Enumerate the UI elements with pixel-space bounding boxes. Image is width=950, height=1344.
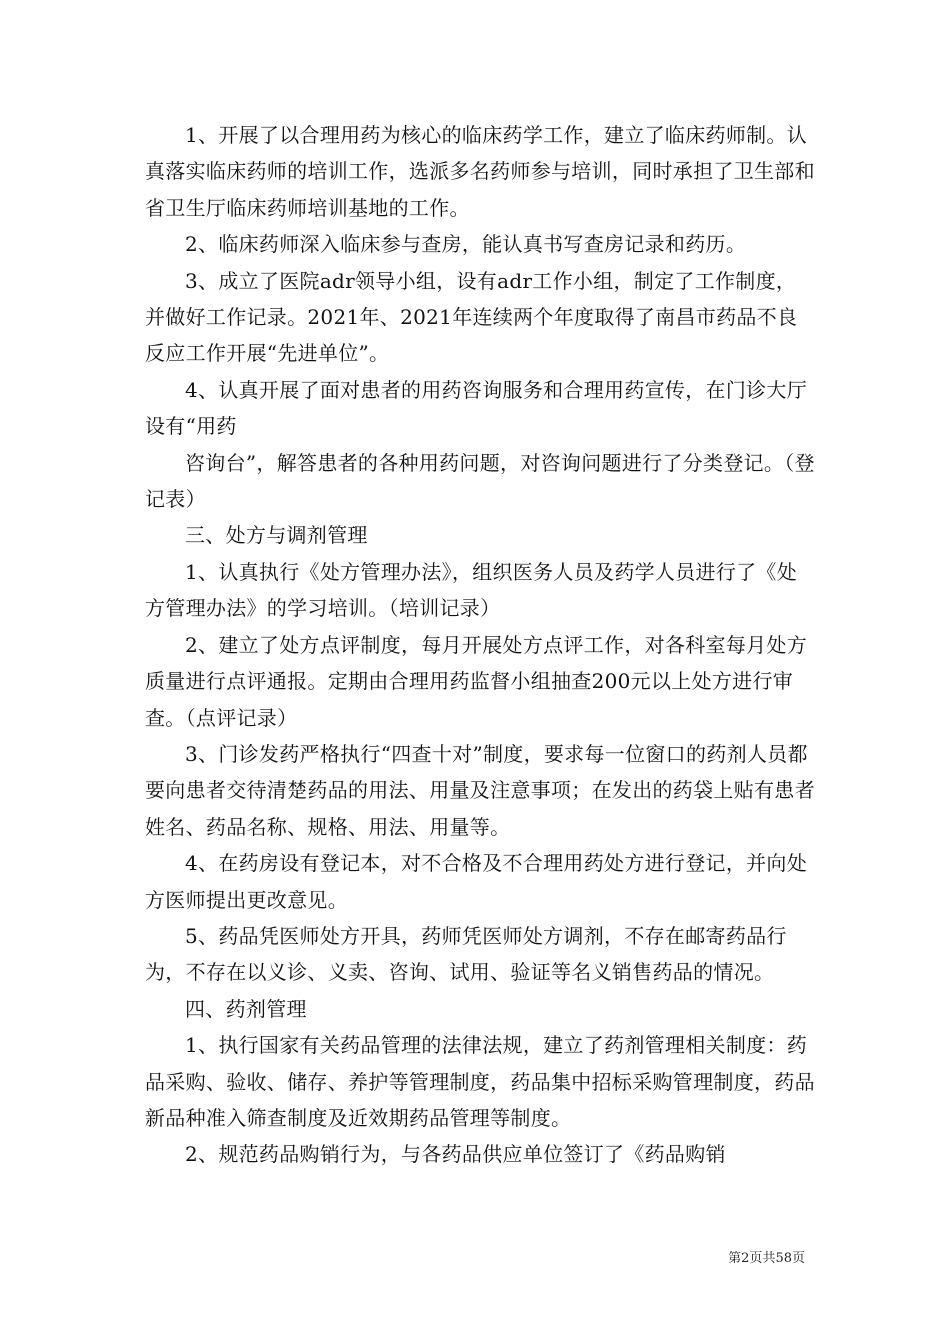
document-body <box>145 117 815 1173</box>
paragraph-clinical-pharmacy: 1、开展了以合理用药为核心的临床药学工作，建立了临床药师制。认真落实临床药师的培训工作，选派多名药师参与培训，同时承担了卫生部和省卫生厅临床药师培训基地的工作。 <box>145 123 815 220</box>
paragraph-purchase-sales: 2、规范药品购销行为，与各药品供应单位签订了《药品购销 <box>185 1142 726 1167</box>
paragraph-register-book: 4、在药房设有登记本，对不合格及不合理用药处方进行登记，并向处方医师提出更改意见。 <box>145 851 808 912</box>
paragraph-adr-group: 3、成立了医院adr领导小组，设有adr工作小组，制定了工作制度，并做好工作记录。2021年、2021年连续两个年度取得了南昌市药品不良反应工作开展“先进单位”。 <box>145 268 798 366</box>
section-heading-prescription: 三、处方与调剂管理 <box>185 523 368 548</box>
page-number-footer: 第2页共58页 <box>728 1251 805 1266</box>
paragraph-consulting-desk: 咨询台”，解答患者的各种用药问题，对咨询问题进行了分类登记。（登记表） <box>145 450 815 512</box>
section-heading-pharmacy-management: 四、药剂管理 <box>185 996 307 1021</box>
paragraph-ward-rounds: 2、临床药师深入临床参与查房，能认真书写查房记录和药历。 <box>185 232 747 257</box>
paragraph-dispensing-check: 3、门诊发药严格执行“四查十对”制度，要求每一位窗口的药剂人员都要向患者交待清楚药品的用法、用量及注意事项；在发出的药袋上贴有患者姓名、药品名称、规格、用法、用量等。 <box>145 741 815 839</box>
paragraph-drug-regulations: 1、执行国家有关药品管理的法律法规，建立了药剂管理相关制度：药品采购、验收、储存、养护等管理制度，药品集中招标采购管理制度，药品新品种准入筛查制度及近效期药品管理等制度。 <box>145 1033 815 1130</box>
paragraph-prescription-review: 2、建立了处方点评制度，每月开展处方点评工作，对各科室每月处方质量进行点评通报。定期由合理用药监督小组抽查200元以上处方进行审查。（点评记录） <box>145 632 808 730</box>
paragraph-prescription-rules: 1、认真执行《处方管理办法》，组织医务人员及药学人员进行了《处方管理办法》的学习培训。（培训记录） <box>145 559 798 621</box>
paragraph-prescription-dispensing: 5、药品凭医师处方开具，药师凭医师处方调剂，不存在邮寄药品行为，不存在以义诊、义卖、咨询、试用、验证等名义销售药品的情况。 <box>145 923 787 985</box>
paragraph-consulting-service: 4、认真开展了面对患者的用药咨询服务和合理用药宣传，在门诊大厅设有“用药 <box>145 377 808 439</box>
